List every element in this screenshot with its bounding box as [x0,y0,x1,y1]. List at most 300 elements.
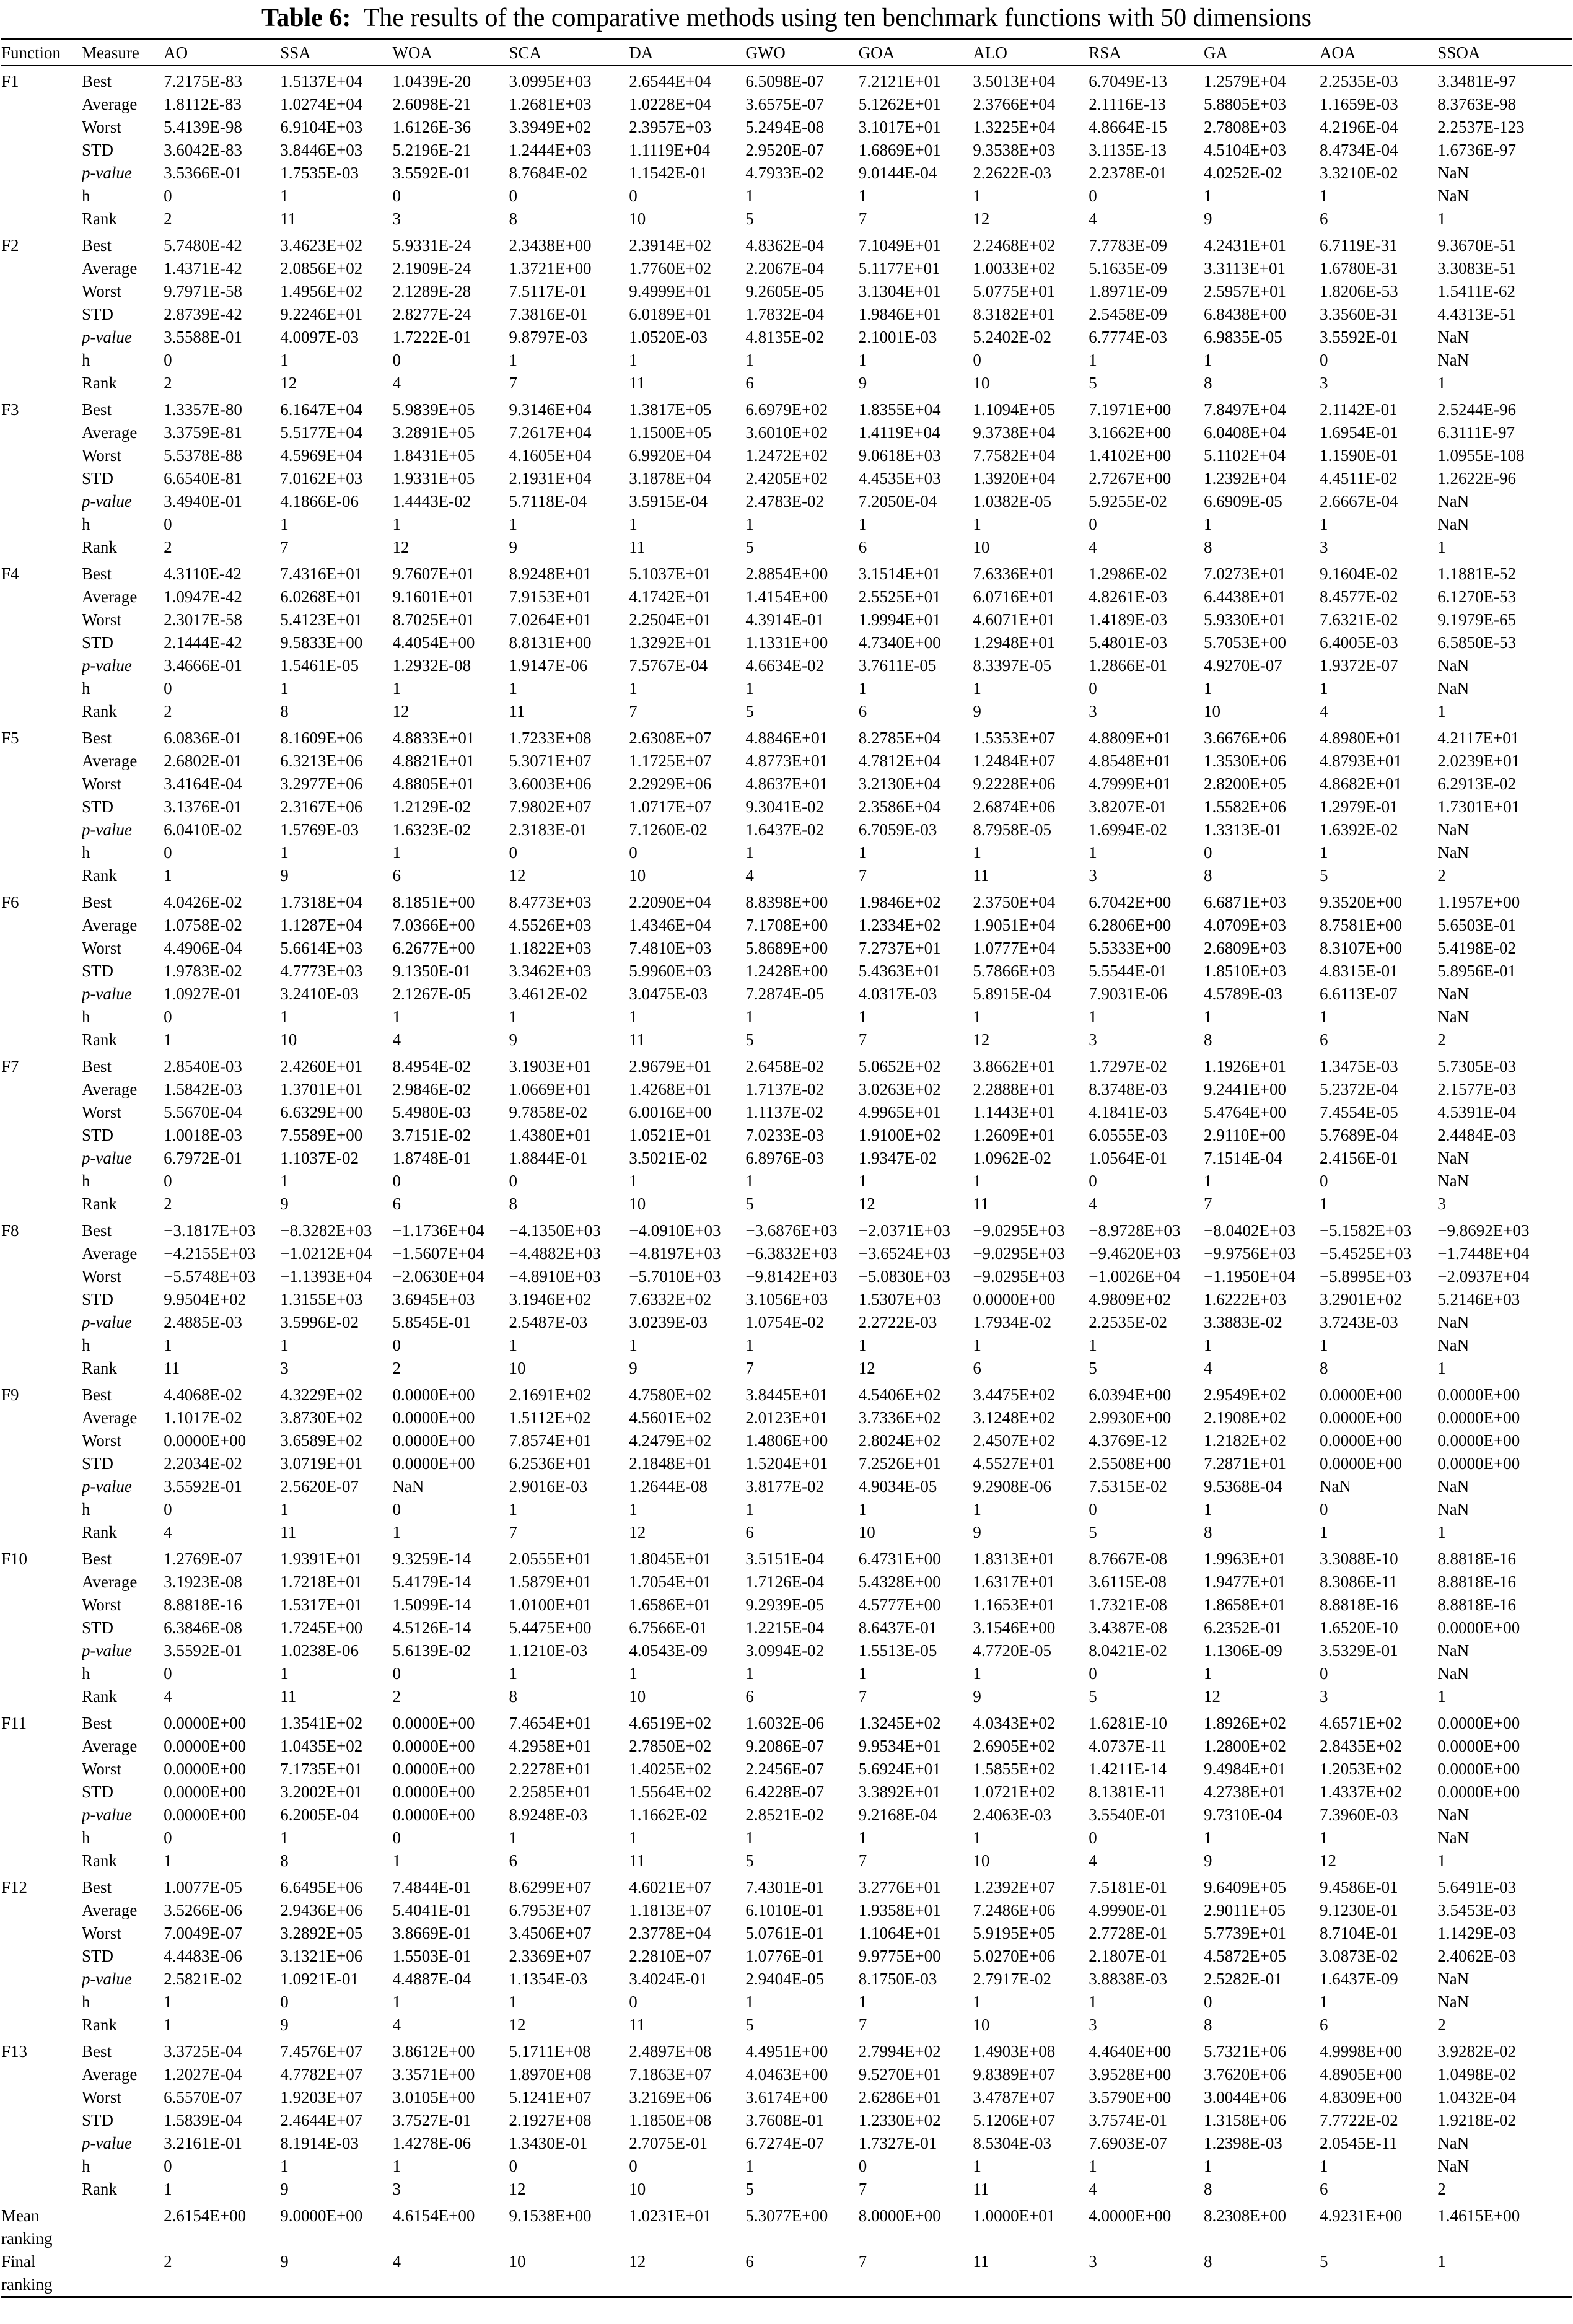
value-cell: 2.8854E+00 [745,564,828,583]
table-row [1,2014,1572,2037]
measure-label: Rank [81,209,117,228]
value-cell: −9.0295E+03 [973,1244,1065,1263]
value-cell: 1.9783E-02 [164,962,242,980]
value-cell: 1.7321E-08 [1089,1595,1167,1614]
function-cell-empty [1,1735,82,1758]
value-cell: NaN [1319,1477,1351,1496]
value-cell: 7.7582E+04 [973,446,1056,465]
value-cell: 11 [973,2180,989,2198]
measure-label: p-value [81,492,132,511]
table-row [1,1006,1572,1028]
value-cell: 5 [1089,374,1097,392]
value-cell: 3.1946E+02 [509,1290,592,1309]
value-cell: 5.0761E-01 [745,1924,825,1942]
value-cell: 2.3766E+04 [973,95,1056,113]
value-cell: 4.5104E+03 [1204,141,1287,159]
value-cell: 1.0018E-03 [164,1126,242,1144]
value-cell: 1 [858,1007,867,1026]
value-cell: 4.8821E+01 [392,752,475,770]
value-cell: 10 [629,1195,646,1213]
value-cell: 4.5126E-14 [392,1618,471,1637]
value-cell: 6.0189E+01 [629,305,712,323]
table-row [1,2086,1572,2109]
value-cell: 0 [164,1172,172,1190]
value-cell: 1 [1204,1336,1212,1354]
value-cell: −9.9756E+03 [1204,1244,1296,1263]
value-cell: 3.5592E-01 [164,1641,242,1660]
value-cell: 4 [1089,1195,1097,1213]
value-cell: 1.5317E+01 [280,1595,363,1614]
value-cell: 2.5458E-09 [1089,305,1167,323]
value-cell: 0 [1319,1664,1328,1683]
value-cell: 1 [973,515,981,533]
value-cell: 10 [973,2015,990,2034]
value-cell: 1.2622E-96 [1437,469,1517,488]
value-cell: 3.3113E+01 [1204,259,1286,278]
function-cell-empty [1,1028,82,1051]
value-cell: 3.3560E-31 [1319,305,1398,323]
value-cell: 1.4443E-02 [392,492,471,511]
value-cell: 4.5601E+02 [629,1408,712,1427]
value-cell: 1 [745,1172,754,1190]
value-cell: 1.6392E-02 [1319,820,1398,839]
value-cell: 10 [629,1687,646,1706]
value-cell: 7.9802E+07 [509,797,592,816]
value-cell: 2.6802E-01 [164,752,242,770]
value-cell: 1.6323E-02 [392,820,471,839]
function-cell-empty [1,208,82,230]
table-row [1,2178,1572,2201]
value-cell: 1.6869E+01 [858,141,941,159]
value-cell: 6.6495E+06 [280,1878,363,1896]
value-cell: 2.4885E-03 [164,1313,242,1331]
table-row [1,1147,1572,1170]
value-cell: 1 [858,351,867,369]
value-cell: 1 [745,1664,754,1683]
value-cell: 7.2050E-04 [858,492,937,511]
value-cell: 1 [858,679,867,698]
value-cell: −8.3282E+03 [280,1221,372,1240]
value-cell: 8 [1204,1523,1212,1541]
value-cell: 1 [1204,1007,1212,1026]
value-cell: 1 [1204,1172,1212,1190]
summary-label: Mean ranking [1,2206,53,2248]
value-cell: 5.2494E-08 [745,118,825,136]
value-cell: −1.5607E+04 [392,1244,484,1263]
function-cell-empty [1,983,82,1006]
value-cell: 6.7049E-13 [1089,72,1167,90]
value-cell: 1.2398E-03 [1204,2134,1282,2152]
value-cell: 0.0000E+00 [392,1714,475,1732]
function-cell-empty [1,257,82,280]
value-cell: 3.1056E+03 [745,1290,828,1309]
value-cell: 1 [858,515,867,533]
value-cell: 3.0994E-02 [745,1641,825,1660]
table-row [1,1265,1572,1288]
measure-label: Worst [81,282,121,300]
value-cell: 1 [745,186,754,205]
table-row [1,1804,1572,1826]
value-cell: 1.8510E+03 [1204,962,1287,980]
value-cell: 2.8521E-02 [745,1805,825,1824]
value-cell: 3.9528E+00 [1089,2065,1172,2084]
value-cell: 1 [973,679,981,698]
value-cell: 3.7620E+06 [1204,2065,1287,2084]
measure-label: Best [81,1057,112,1076]
value-cell: 12 [973,1030,990,1049]
value-cell: 8.0421E-02 [1089,1641,1167,1660]
table-row [1,1406,1572,1429]
value-cell: 2.3017E-58 [164,610,242,629]
function-cell-empty [1,513,82,536]
value-cell: 3 [392,2180,401,2198]
value-cell: 4.5526E+03 [509,916,592,934]
function-cell-empty [1,1804,82,1826]
value-cell: 3.5013E+04 [973,72,1056,90]
value-cell: 3.8445E+01 [745,1385,828,1404]
measure-label: STD [81,305,113,323]
table-row [1,1193,1572,1216]
value-cell: 1.9391E+01 [280,1550,363,1568]
value-cell: 3.1321E+06 [280,1947,363,1965]
value-cell: 1.1881E-52 [1437,564,1517,583]
measure-label: STD [81,797,113,816]
value-cell: 11 [629,1851,646,1870]
function-cell-empty [1,536,82,559]
value-cell: 6 [745,374,754,392]
value-cell: 1 [1319,1828,1328,1847]
value-cell: 2 [1437,2015,1446,2034]
value-cell: 4.8315E-01 [1319,962,1398,980]
value-cell: 1 [392,1993,401,2011]
value-cell: NaN [1437,1172,1470,1190]
value-cell: 2.8540E-03 [164,1057,242,1076]
value-cell: 4.8135E-02 [745,328,825,346]
value-cell: 1 [280,843,289,862]
value-cell: 6.9835E-05 [1204,328,1282,346]
value-cell: 1.3721E+00 [509,259,592,278]
value-cell: 4.4511E-02 [1319,469,1398,488]
value-cell: 2.4062E-03 [1437,1947,1517,1965]
value-cell: 0 [392,186,401,205]
value-cell: 4.4951E+00 [745,2042,828,2061]
function-cell-empty [1,1639,82,1662]
value-cell: 1.1119E+04 [629,141,711,159]
value-cell: 10 [858,1523,875,1541]
value-cell: 2.2888E+01 [973,1080,1056,1098]
summary-value-cell: 1 [1437,2252,1446,2271]
value-cell: 1.0520E-03 [629,328,708,346]
summary-row [1,2201,1572,2250]
value-cell: 3.5540E-01 [1089,1805,1167,1824]
header-row [1,40,1572,66]
measure-label: Average [81,1408,138,1427]
value-cell: 4.4483E-06 [164,1947,242,1965]
value-cell: 9.7607E+01 [392,564,475,583]
table-row [1,841,1572,864]
table-row [1,185,1572,208]
value-cell: 0.0000E+00 [164,1782,247,1801]
value-cell: 2.9520E-07 [745,141,825,159]
measure-label: Rank [81,1687,117,1706]
function-cell-empty [1,1147,82,1170]
value-cell: 1.0777E+04 [973,939,1056,957]
value-cell: 8 [1204,2180,1212,2198]
value-cell: 1.2979E-01 [1319,797,1398,816]
value-cell: 5 [1089,1523,1097,1541]
value-cell: 2.1577E-03 [1437,1080,1517,1098]
value-cell: 1.1850E+08 [629,2111,712,2129]
value-cell: 1 [509,515,517,533]
value-cell: 4.8261E-03 [1089,587,1167,606]
value-cell: 0 [858,2157,867,2175]
value-cell: 1.4025E+02 [629,1760,712,1778]
value-cell: 7.6321E-02 [1319,610,1398,629]
measure-label: p-value [81,1477,132,1496]
table-row [1,960,1572,983]
measure-label: Worst [81,939,121,957]
value-cell: 7.2874E-05 [745,984,825,1003]
value-cell: NaN [1437,492,1470,511]
measure-label: Best [81,1550,112,1568]
value-cell: 3.4623E+02 [280,236,363,255]
value-cell: 1.5769E-03 [280,820,359,839]
value-cell: 11 [280,209,297,228]
value-cell: 2.6667E-04 [1319,492,1398,511]
value-cell: 7.2121E+01 [858,72,941,90]
value-cell: NaN [1437,1336,1470,1354]
value-cell: 3.3088E-10 [1319,1550,1398,1568]
value-cell: 1.1653E+01 [973,1595,1056,1614]
value-cell: 8 [1204,538,1212,556]
value-cell: 6.6979E+02 [745,400,828,419]
value-cell: 1 [1437,209,1446,228]
value-cell: 5 [1089,1687,1097,1706]
value-cell: 9.3041E-02 [745,797,825,816]
value-cell: 1.4102E+00 [1089,446,1172,465]
table-row [1,1380,1572,1406]
table-row [1,1334,1572,1357]
value-cell: 9 [280,1195,289,1213]
summary-row [1,2250,1572,2297]
table-row [1,1475,1572,1498]
value-cell: 1.7218E+01 [280,1572,363,1591]
function-cell-empty [1,1685,82,1708]
value-cell: −9.0295E+03 [973,1267,1065,1286]
value-cell: 2.2537E-123 [1437,118,1525,136]
value-cell: 3.5915E-04 [629,492,708,511]
value-cell: 1.7535E-03 [280,164,359,182]
measure-label: Best [81,564,112,583]
value-cell: 1.1354E-03 [509,1970,588,1988]
value-cell: 3 [1089,702,1097,721]
value-cell: 2.4205E+02 [745,469,828,488]
value-cell: 9.3738E+04 [973,423,1056,442]
value-cell: 4.7812E+04 [858,752,941,770]
summary-value-cell: 11 [973,2252,989,2271]
table-row [1,230,1572,257]
value-cell: 8.7958E-05 [973,820,1052,839]
value-cell: 4.8773E+01 [745,752,828,770]
function-cell-empty [1,631,82,654]
value-cell: 7.5315E-02 [1089,1477,1167,1496]
value-cell: 6.7059E-03 [858,820,937,839]
value-cell: 1 [973,1007,981,1026]
value-cell: 1.7327E-01 [858,2134,937,2152]
value-cell: 7.1708E+00 [745,916,828,934]
value-cell: 9.9775E+00 [858,1947,941,1965]
value-cell: 8.9248E+01 [509,564,592,583]
table-row [1,66,1572,93]
value-cell: 10 [973,1851,990,1870]
value-cell: 3.7336E+02 [858,1408,941,1427]
value-cell: 4.0252E-02 [1204,164,1282,182]
value-cell: 1.6736E-97 [1437,141,1517,159]
value-cell: 7.9031E-06 [1089,984,1167,1003]
value-cell: 1 [280,1007,289,1026]
function-cell-empty [1,1101,82,1124]
value-cell: 1 [509,1007,517,1026]
table-row [1,1922,1572,1945]
function-cell-empty [1,608,82,631]
value-cell: 7.5589E+00 [280,1126,363,1144]
value-cell: 1 [1319,2157,1328,2175]
value-cell: 3 [280,1359,289,1377]
value-cell: 2.2456E-07 [745,1760,825,1778]
table-row [1,1170,1572,1193]
value-cell: 3.7574E-01 [1089,2111,1167,2129]
measure-label: Worst [81,1924,121,1942]
value-cell: 4.5969E+04 [280,446,363,465]
measure-label: h [81,2157,90,2175]
value-cell: 7.6336E+01 [973,564,1056,583]
value-cell: 2.4063E-03 [973,1805,1052,1824]
value-cell: 3.3883E-02 [1204,1313,1282,1331]
value-cell: 1.9477E+01 [1204,1572,1287,1591]
function-cell-empty [1,796,82,818]
value-cell: 2.5244E-96 [1437,400,1517,419]
value-cell: 1 [629,351,638,369]
value-cell: 2.2929E+06 [629,774,712,793]
value-cell: 2.5508E+00 [1089,1454,1172,1473]
value-cell: 3 [1319,1687,1328,1706]
value-cell: 4 [164,1523,172,1541]
value-cell: 6.6909E-05 [1204,492,1282,511]
value-cell: 1.3430E-01 [509,2134,588,2152]
table-row [1,1028,1572,1051]
value-cell: 1 [280,1828,289,1847]
value-cell: 2.2722E-03 [858,1313,937,1331]
function-cell-empty [1,1475,82,1498]
value-cell: −5.8995E+03 [1319,1267,1412,1286]
value-cell: 5.1711E+08 [509,2042,591,2061]
value-cell: 6.1647E+04 [280,400,363,419]
value-cell: 2.3369E+07 [509,1947,592,1965]
value-cell: 3.1248E+02 [973,1408,1056,1427]
function-cell-empty [1,773,82,796]
value-cell: 8 [509,209,517,228]
value-cell: 5.1177E+01 [858,259,940,278]
value-cell: 1 [629,679,638,698]
value-cell: 9 [1204,1851,1212,1870]
value-cell: 11 [973,866,989,885]
value-cell: 0 [1089,1172,1097,1190]
value-cell: 9.7971E-58 [164,282,242,300]
value-cell: −4.1350E+03 [509,1221,601,1240]
table-row [1,818,1572,841]
table-row [1,93,1572,116]
value-cell: 4 [1319,702,1328,721]
measure-label: STD [81,1947,113,1965]
value-cell: 0 [280,1993,289,2011]
value-cell: 9.0144E-04 [858,164,937,182]
value-cell: 0.0000E+00 [164,1737,247,1755]
value-cell: 1.1064E+01 [858,1924,941,1942]
function-cell-empty [1,2014,82,2037]
value-cell: 9.9534E+01 [858,1737,941,1755]
summary-value-cell: 1.4615E+00 [1437,2206,1520,2225]
value-cell: 7 [858,1851,867,1870]
value-cell: 1.0439E-20 [392,72,471,90]
value-cell: 3.1923E-08 [164,1572,242,1591]
measure-label: Average [81,2065,138,2084]
value-cell: 1 [1437,1523,1446,1541]
value-cell: 8.7581E+00 [1319,916,1402,934]
value-cell: 3.8730E+02 [280,1408,363,1427]
value-cell: 1.0776E-01 [745,1947,825,1965]
value-cell: 4.6519E+02 [629,1714,712,1732]
value-cell: −2.0630E+04 [392,1267,484,1286]
value-cell: 1 [858,1336,867,1354]
value-cell: 9.2441E+00 [1204,1080,1287,1098]
value-cell: 1 [280,515,289,533]
function-cell-empty [1,1498,82,1521]
function-cell-empty [1,1594,82,1616]
value-cell: 0 [629,186,638,205]
value-cell: 1.9372E-07 [1319,656,1398,675]
value-cell: 10 [973,538,990,556]
value-cell: 1.2644E-08 [629,1477,708,1496]
value-cell: 4.4535E+03 [858,469,941,488]
function-label: F4 [1,564,19,583]
value-cell: 1 [629,1172,638,1190]
column-header-da: DA [629,43,654,62]
value-cell: 3.0044E+06 [1204,2088,1287,2107]
value-cell: 0.0000E+00 [1319,1385,1402,1404]
value-cell: 1 [1204,351,1212,369]
value-cell: 7.5767E-04 [629,656,708,675]
measure-label: STD [81,1782,113,1801]
value-cell: 1.9846E+02 [858,893,941,911]
measure-cell-empty [82,2201,164,2250]
value-cell: 2.4156E-01 [1319,1149,1398,1167]
value-cell: 3.6945E+03 [392,1290,475,1309]
value-cell: 11 [629,374,646,392]
value-cell: 0.0000E+00 [392,1760,475,1778]
table-row [1,677,1572,700]
value-cell: 1 [858,843,867,862]
value-cell: 1 [973,1172,981,1190]
value-cell: NaN [1437,820,1470,839]
measure-label: Worst [81,1760,121,1778]
value-cell: 1 [1437,702,1446,721]
value-cell: 1.3357E-80 [164,400,242,419]
function-cell-empty [1,116,82,139]
value-cell: 6 [1319,209,1328,228]
value-cell: 3.6042E-83 [164,141,242,159]
value-cell: 1.8844E-01 [509,1149,588,1167]
value-cell: 4.0737E-11 [1089,1737,1167,1755]
